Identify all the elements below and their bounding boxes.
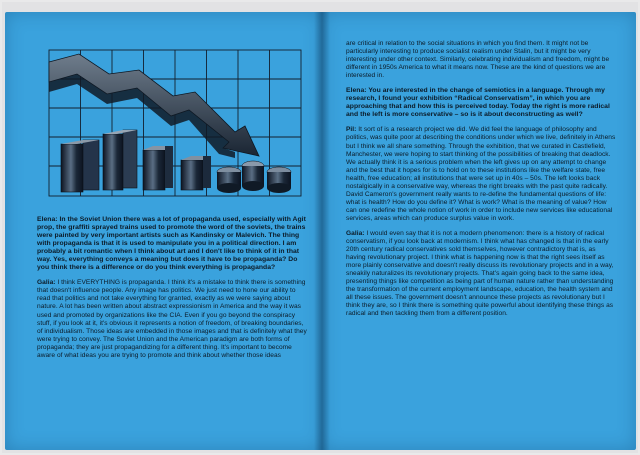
paragraph-text: I would even say that it is not a modern phenomenon: there is a history of radical conservatism, if you look back at modernism. I think what has changed is that in the early 20th century radical conservatives sold themselves, however contradictory that is, as having revolutionary project. I think what is happening now is that the right sees itself as more plainly conservative and doesn't really discuss its revolutionary projects and in a way, sneakily naturalizes its revolutionary projects. That's again going back to the same idea, presenting things like competition as being part of human nature rather than understanding the transformation of the current employment landscape, education, the health system and all these issues. The government doesn't announce these projects as revolutionary but I think they are, so I think there is something quite powerful about identifying these things as radical and then tackling them from a different position. [346,229,614,318]
right-paragraph-2 [346,87,616,119]
speaker-label: Galia: [37,279,56,287]
paragraph-text: It sort of is a research project we did. We did feel the language of philosophy and politics, was quite poor at describing the conditions under which we live, definitely in Athens but I think we all share something. Through the exhibition, that we curated in Castlefield, Manchester, we were hoping to start thinking of the possibilities of breaking that deadlock. We actually think it is a serious problem when the left gives up on any attempt to change and the best that it hopes for is to hold on to these institutions like the welfare state, free health, free education; all institutions that were set up in 40s – 50s. The left looks back nostalgically in a conservative way, whereas the right breaks with the past quite radically. David Cameron's government really wants to re-define the fundamental questions of life: what is health? How do you define it? What is work? What is the meaning of value? How can one redefine the whole notion of work in order to include new services like educational services, areas which can produce surplus value in work. [346,126,616,222]
left-page-text [37,216,309,367]
bar-shapes [61,130,291,193]
open-booklet-spread [2,2,638,453]
left-paragraph-2 [37,279,309,359]
right-paragraph-3 [346,126,616,223]
paragraph-text: In the Soviet Union there was a lot of propaganda used, especially with Agit prop, the graffiti sprayed trains used to promote the word of the soviets, the trains were painted by very important artists such as Kandinsky or Malevich. The thing with propaganda is that it is used to manipulate you in a political direction. I am probably a bit romantic when I think about art and I don't like to think of it in that way. Yes, everything conveys a meaning but does it have to be propaganda? Do you think there is a difference or do you think everything is propaganda? [37,216,306,272]
speaker-label: Pil: [346,126,357,134]
paragraph-text: I think EVERYTHING is propaganda. I think it's a mistake to think there is something that doesn't influence people. Any image has politics. We just need to hone our ability to read that politics and not take everything for granted, exactly as we were saying about nature. A lot has been written about abstract expressionism in America and the way it was used and promoted by organizations like the CIA. Even if you go beyond the conspiracy stuff, if you look at it, it's obvious it represents a notion of freedom, of breaking boundaries, of individualism. Those ideas are embedded in those images and that is definitely what they were trying to convey. The Soviet Union and the American paradigm are both forms of propaganda; they are just propagandizing for a different thing. It's important to become aware of what ideas you are trying to promote and think about whether those ideas [37,279,307,359]
paragraph-text: You are interested in the change of semiotics in a language. Through my research, I found your exhibition “Radical Conservatism”, in which you are approaching that and how this is perceived today. Today the right is more radical and the left is more conservative – so is it about deconstructing as well? [346,87,610,119]
right-page [322,12,636,450]
right-paragraph-1 [346,40,616,80]
left-page [5,12,322,450]
speaker-label: Elena: [37,216,58,223]
right-page-text [346,40,616,326]
falling-arrow-bar-chart-illustration [39,44,307,202]
right-paragraph-4 [346,230,616,319]
speaker-label: Elena: [346,87,367,95]
left-paragraph-1 [37,216,309,272]
speaker-label: Galia: [346,229,365,237]
paragraph-text: are critical in relation to the social situations in which you find them. It might not be particularly interesting to produce socialist realism under Stalin, but it might be very interesting under other context. Similarly, celebrating individualism and freedom, might be different in 1950s America to what it means now. These are the kind of questions we are interested in. [346,40,610,80]
book-gutter [314,12,330,450]
